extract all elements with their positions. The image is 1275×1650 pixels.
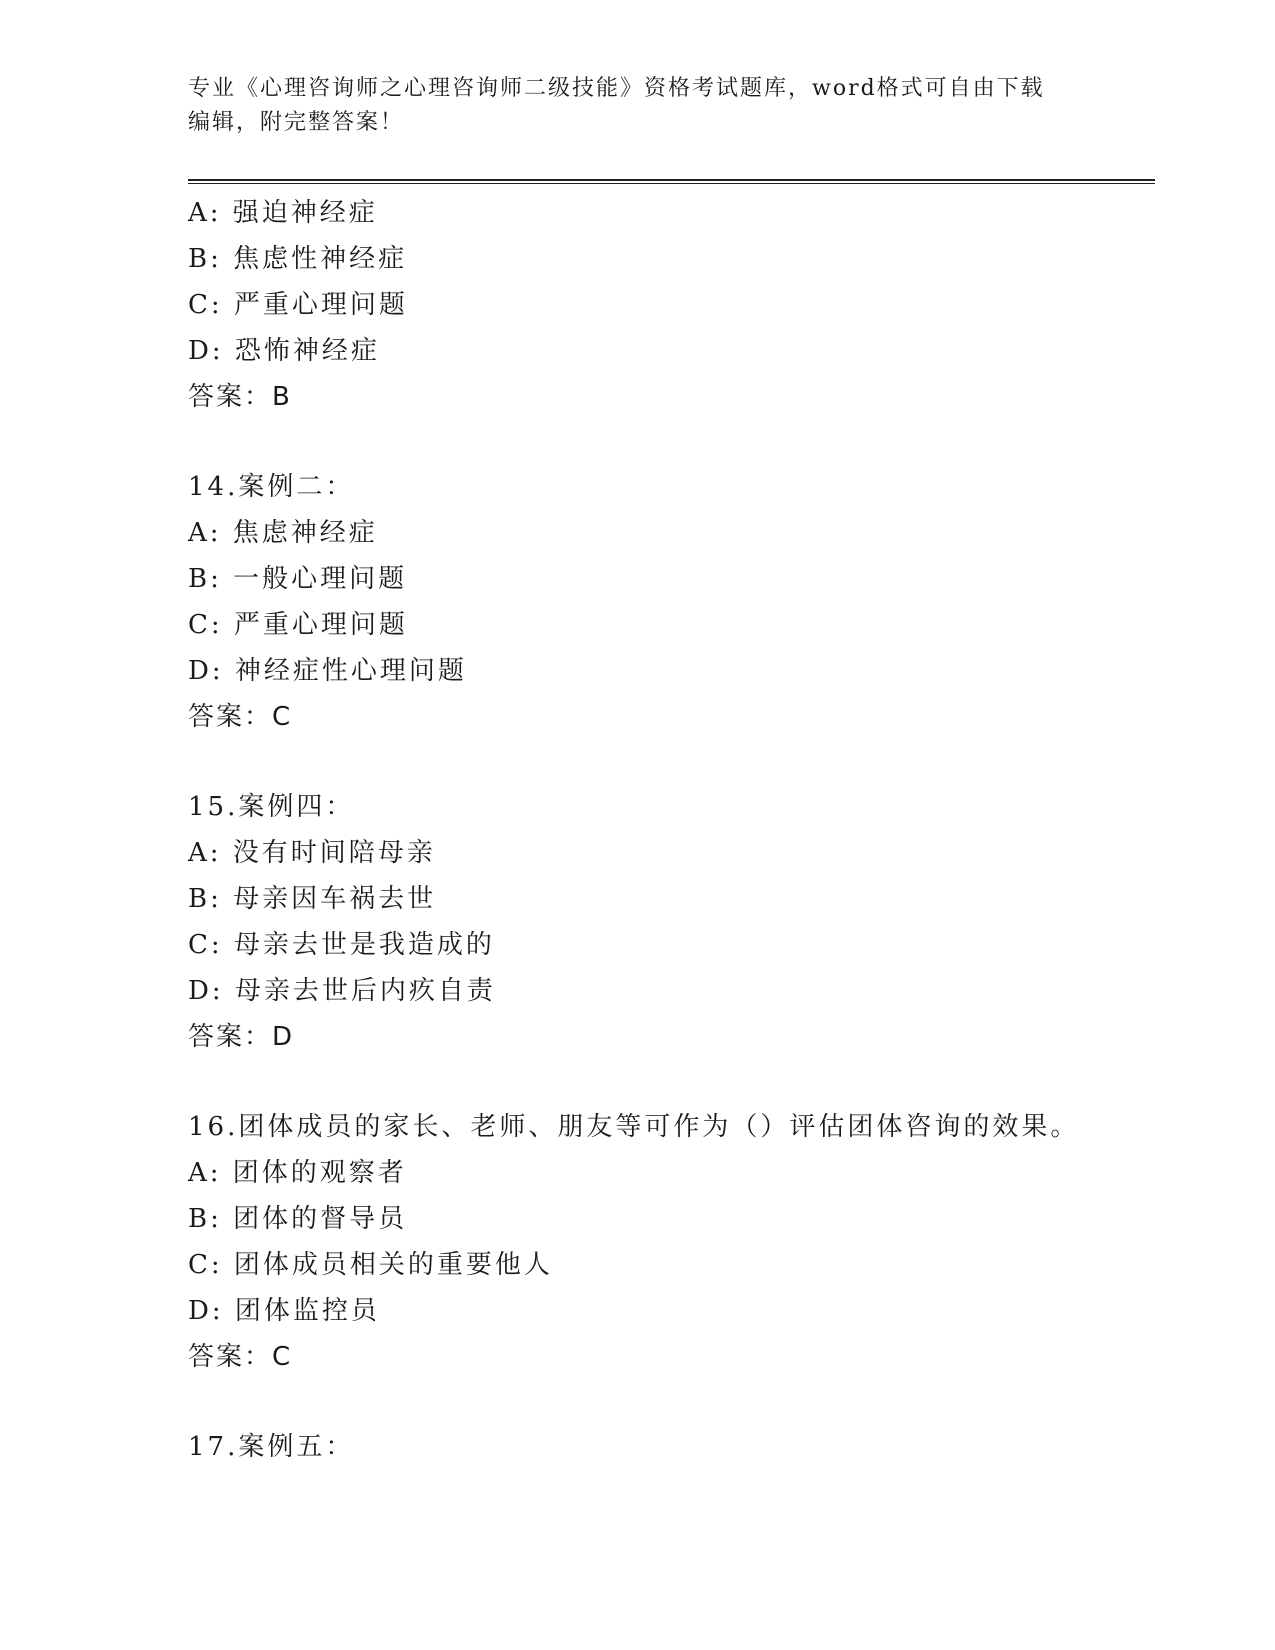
option-b: B: 焦虑性神经症 xyxy=(188,244,408,274)
option-d: D: 神经症性心理问题 xyxy=(188,656,467,686)
spacer xyxy=(188,740,1148,784)
option-d: D: 团体监控员 xyxy=(188,1296,380,1326)
option-b: B: 一般心理问题 xyxy=(188,564,408,594)
document-header xyxy=(188,72,1088,140)
option-b: B: 母亲因车祸去世 xyxy=(188,884,437,914)
question-16 xyxy=(188,1104,1148,1380)
option-d: D: 母亲去世后内疚自责 xyxy=(188,976,496,1006)
question-title: 14.案例二： xyxy=(188,472,355,502)
spacer xyxy=(188,1060,1148,1104)
header-divider xyxy=(188,179,1155,184)
option-a: A: 焦虑神经症 xyxy=(188,518,378,548)
spacer xyxy=(188,1380,1148,1424)
option-c: C: 母亲去世是我造成的 xyxy=(188,930,495,960)
question-17 xyxy=(188,1424,1148,1470)
option-b: B: 团体的督导员 xyxy=(188,1204,408,1234)
option-a: A: 团体的观察者 xyxy=(188,1158,407,1188)
header-line-2: 编辑，附完整答案！ xyxy=(188,110,405,135)
question-list xyxy=(188,190,1148,1470)
option-c: C: 严重心理问题 xyxy=(188,290,408,320)
question-title: 17.案例五： xyxy=(188,1432,355,1462)
header-line-1: 专业《心理咨询师之心理咨询师二级技能》资格考试题库，word格式可自由下载 xyxy=(188,76,1045,101)
answer-label: 答案：B xyxy=(188,382,292,412)
answer-label: 答案：D xyxy=(188,1022,295,1052)
option-d: D: 恐怖神经症 xyxy=(188,336,380,366)
spacer xyxy=(188,420,1148,464)
question-15 xyxy=(188,784,1148,1060)
option-a: A: 强迫神经症 xyxy=(188,198,378,228)
answer-label: 答案：C xyxy=(188,1342,293,1372)
option-c: C: 严重心理问题 xyxy=(188,610,408,640)
option-a: A: 没有时间陪母亲 xyxy=(188,838,436,868)
answer-label: 答案：C xyxy=(188,702,293,732)
question-title: 16.团体成员的家长、老师、朋友等可作为（）评估团体咨询的效果。 xyxy=(188,1112,1080,1142)
option-c: C: 团体成员相关的重要他人 xyxy=(188,1250,553,1280)
question-14 xyxy=(188,464,1148,740)
question-13 xyxy=(188,190,1148,420)
question-title: 15.案例四： xyxy=(188,792,355,822)
